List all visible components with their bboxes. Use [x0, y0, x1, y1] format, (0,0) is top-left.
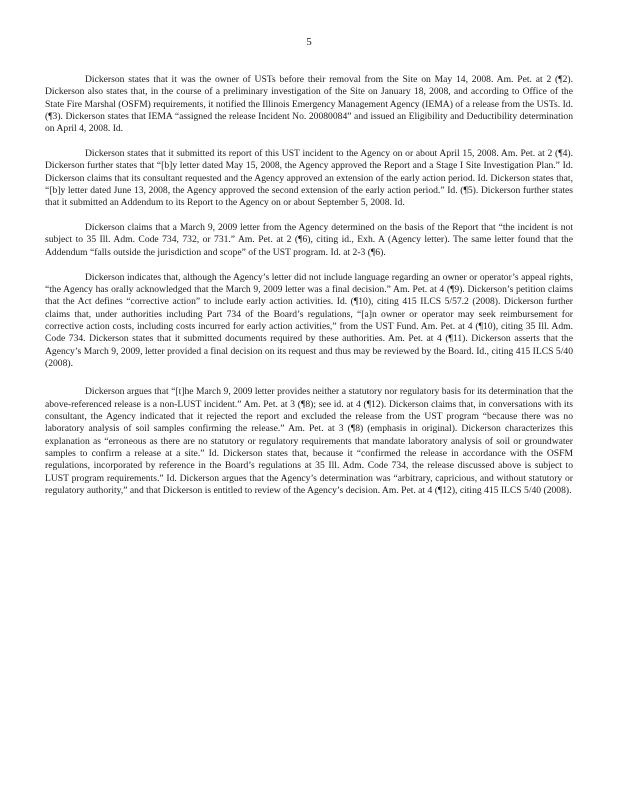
body-text — [45, 74, 573, 510]
paragraph-report-submission: Dickerson states that it submitted its report of this UST incident to the Agency on or about April 15, 2008. Am. Pet. at 2 (¶4). Dickerson further states that “[b]y letter dated May 15, 2008, the Agency approved the Report and a Stage I Site Investigation Plan.” Id. Dickerson claims that its consultant requested and the Agency approved an extension of the early action period. Id. Dickerson states that, “[b]y letter dated June 13, 2008, the Agency approved the second extension of the early action period.” Id. (¶5). Dickerson further states that it submitted an Addendum to its Report to the Agency on or about September 5, 2008. Id. — [45, 148, 573, 209]
paragraph-dickerson-argument: Dickerson argues that “[t]he March 9, 2009 letter provides neither a statutory nor regulatory basis for its determination that the above-referenced release is a non-LUST incident.” Am. Pet. at 3 (¶8); see id. at 4 (¶12). Dickerson claims that, in conversations with its consultant, the Agency indicated that it rejected the report and excluded the release from the UST program “because there was no laboratory analysis of soil samples confirming the release.” Am. Pet. at 3 (¶8) (emphasis in original). Dickerson characterizes this explanation as “erroneous as there are no statutory or regulatory requirements that mandate laboratory analysis of soil or groundwater samples to confirm a release at a site.” Id. Dickerson states that, because it “confirmed the release in accordance with the OSFM regulations, incorporated by reference in the Board’s regulations at 35 Ill. Adm. Code 734, the release discussed above is subject to LUST program requirements.” Id. Dickerson argues that the Agency’s determination was “arbitrary, capricious, and without statutory or regulatory authority,” and that Dickerson is entitled to review of the Agency’s decision. Am. Pet. at 4 (¶12), citing 415 ILCS 5/40 (2008). — [45, 386, 573, 496]
paragraph-final-decision: Dickerson indicates that, although the Agency’s letter did not include language regarding an owner or operator’s appeal rights, “the Agency has orally acknowledged that the March 9, 2009 letter was a final decision.” Am. Pet. at 4 (¶9). Dickerson’s petition claims that the Act defines “corrective action” to include early action activities. Id. (¶10), citing 415 ILCS 5/57.2 (2008). Dickerson further claims that, under authorities including Part 734 of the Board’s regulations, “[a]n owner or operator may seek reimbursement for corrective action costs, including costs incurred for early action activities,” from the UST Fund. Am. Pet. at 4 (¶10), citing 35 Ill. Adm. Code 734. Dickerson states that it submitted documents required by these authorities. Am. Pet. at 4 (¶11). Dickerson asserts that the Agency’s March 9, 2009, letter provided a final decision on its request and thus may be reviewed by the Board. Id., citing 415 ILCS 5/40 (2008). — [45, 271, 573, 369]
page-number: 5 — [306, 36, 312, 48]
paragraph-ust-ownership: Dickerson states that it was the owner of USTs before their removal from the Site on May 14, 2008. Am. Pet. at 2 (¶2). Dickerson also states that, in the course of a preliminary investigation of the Site on January 18, 2008, and according to Office of the State Fire Marshal (OSFM) requirements, it notified the Illinois Emergency Management Agency (IEMA) of a release from the USTs. Id. (¶3). Dickerson states that IEMA “assigned the release Incident No. 20080084” and issued an Eligibility and Deductibility determination on April 4, 2008. Id. — [45, 74, 573, 135]
paragraph-agency-determination: Dickerson claims that a March 9, 2009 letter from the Agency determined on the basis of the Report that “the incident is not subject to 35 Ill. Adm. Code 734, 732, or 731.” Am. Pet. at 2 (¶6), citing id., Exh. A (Agency letter). The same letter found that the Addendum “falls outside the jurisdiction and scope” of the UST program. Id. at 2-3 (¶6). — [45, 222, 573, 258]
